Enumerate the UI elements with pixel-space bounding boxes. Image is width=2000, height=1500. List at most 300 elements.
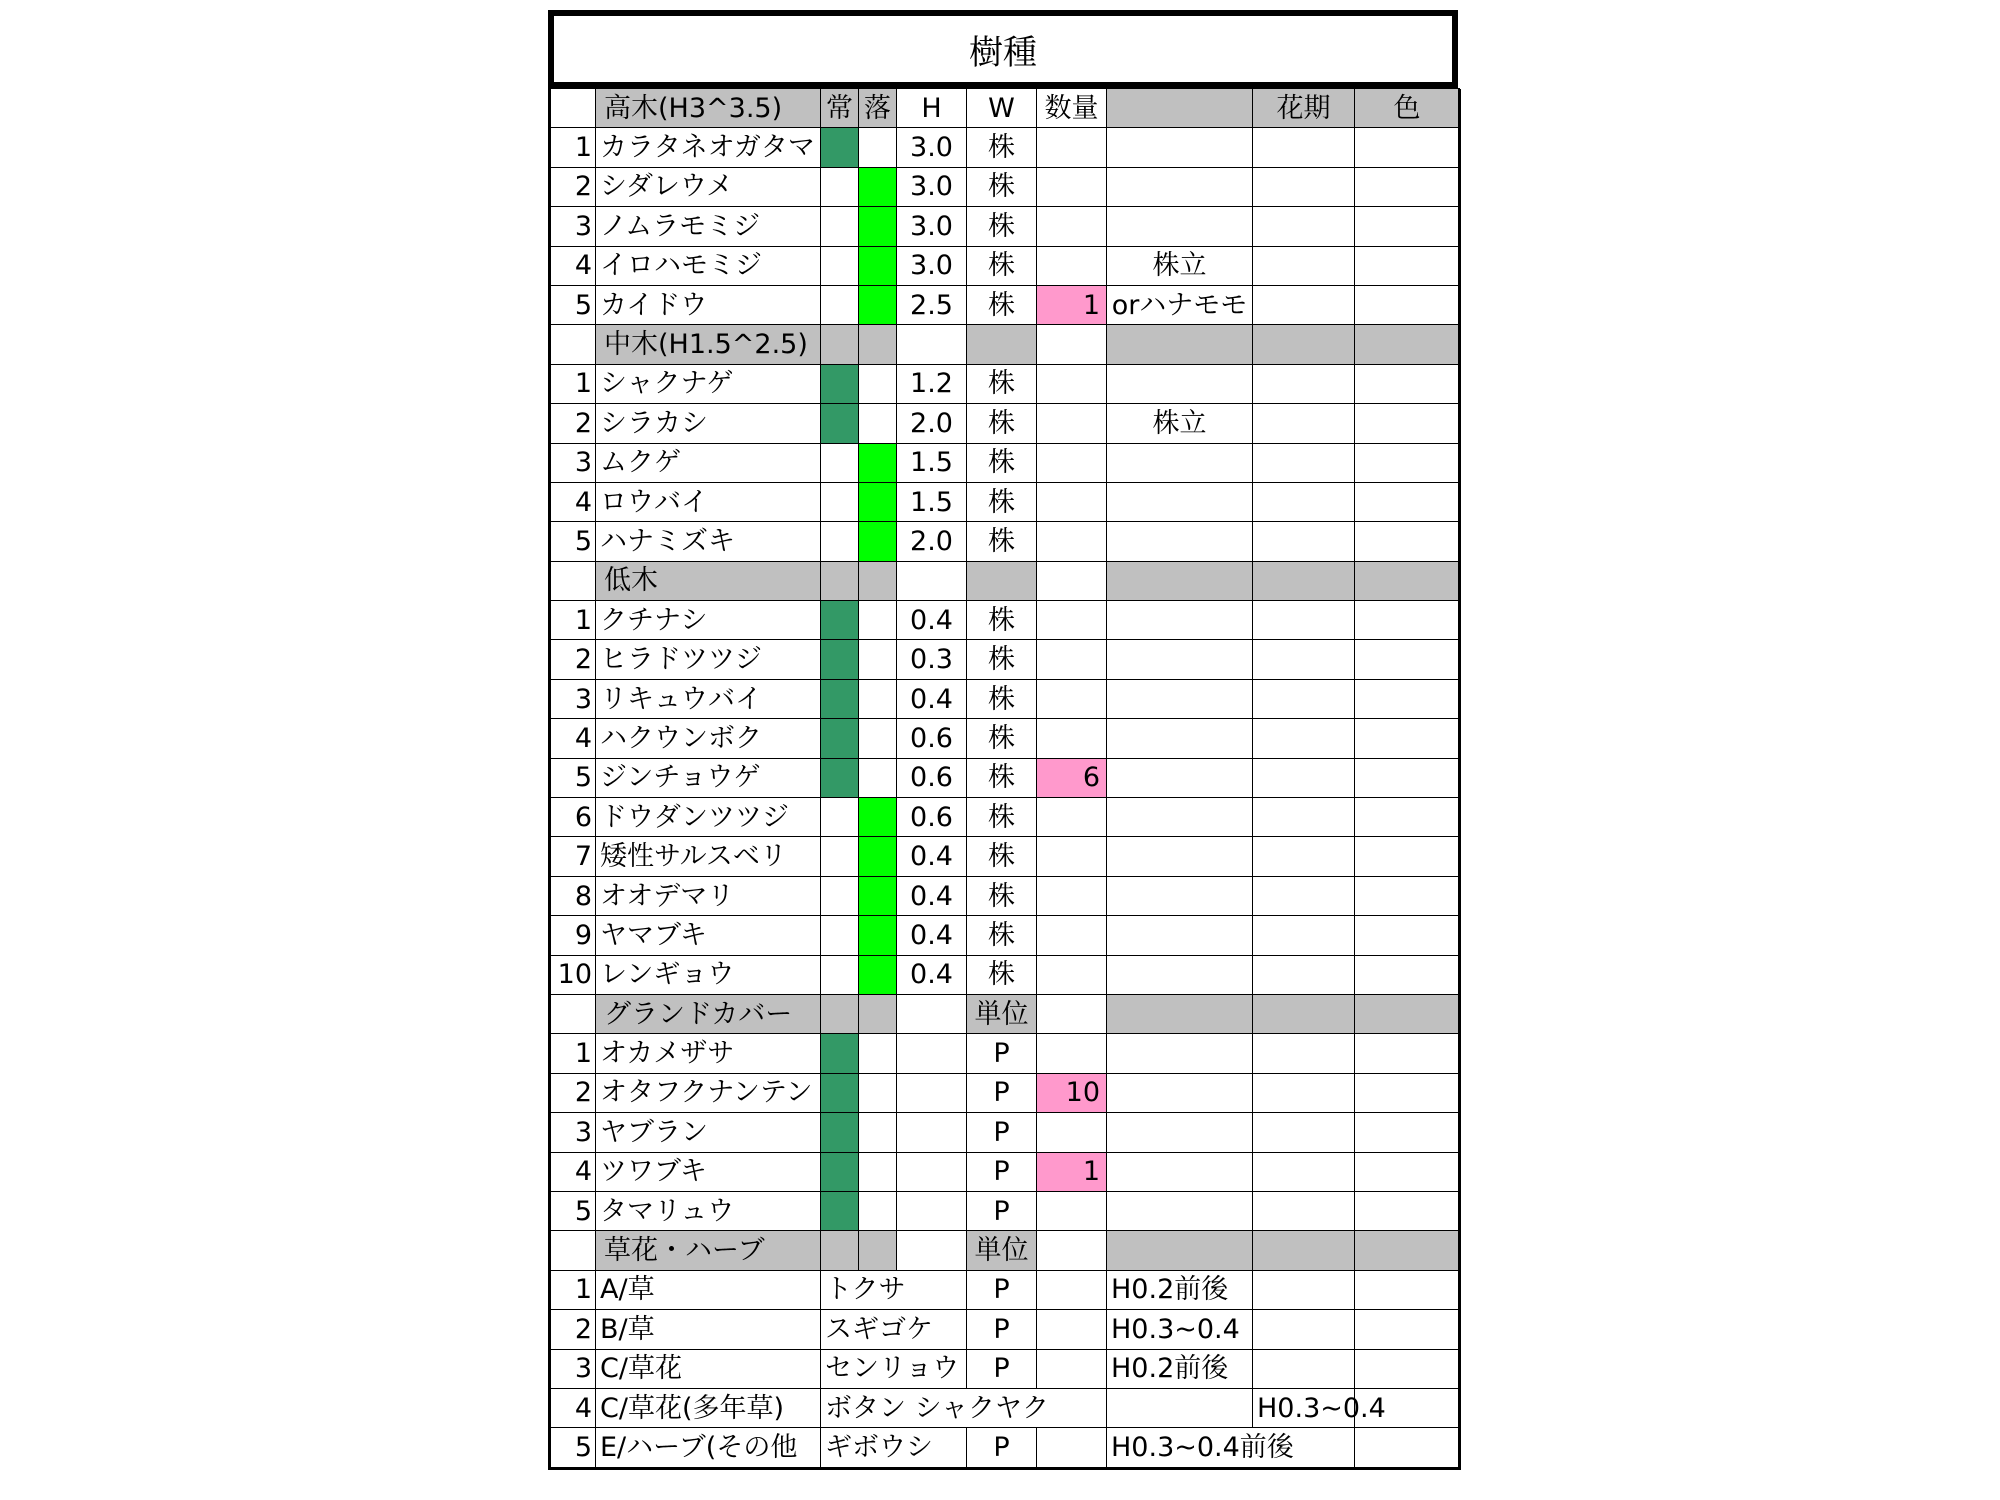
row-number: 6 <box>550 798 596 837</box>
bloom-value[interactable] <box>1253 798 1355 837</box>
plant-name: オタフクナンテン <box>596 1073 821 1112</box>
plant-name: カイドウ <box>596 285 821 324</box>
note-value <box>1107 1113 1253 1152</box>
header-color: 色 <box>1355 89 1460 128</box>
bloom-value[interactable] <box>1253 955 1355 994</box>
quantity-value[interactable]: 10 <box>1037 1073 1107 1112</box>
size-value: H0.3~0.4前後 <box>1107 1428 1355 1468</box>
color-value[interactable] <box>1355 1310 1460 1349</box>
bloom-value[interactable] <box>1253 1113 1355 1152</box>
note-value <box>1107 1034 1253 1073</box>
color-value[interactable] <box>1355 837 1460 876</box>
row-number: 4 <box>550 482 596 521</box>
row-number: 4 <box>550 246 596 285</box>
section-unit: 単位 <box>967 994 1037 1033</box>
quantity-value[interactable] <box>1037 167 1107 206</box>
evergreen-mark <box>821 1073 859 1112</box>
color-value[interactable] <box>1355 758 1460 797</box>
plant-name: ヤマブキ <box>596 916 821 955</box>
row-number: 2 <box>550 404 596 443</box>
section-evergreen <box>821 325 859 364</box>
bloom-value[interactable] <box>1253 128 1355 167</box>
bloom-value[interactable] <box>1253 1270 1355 1309</box>
quantity-value[interactable] <box>1037 443 1107 482</box>
width-value: 株 <box>967 246 1037 285</box>
row-number: 4 <box>550 1152 596 1191</box>
table-row <box>550 443 1460 482</box>
quantity-value[interactable] <box>1037 522 1107 561</box>
height-value: 0.3 <box>897 640 967 679</box>
header-w: W <box>967 89 1037 128</box>
row-number: 3 <box>550 1349 596 1388</box>
height-value: 1.5 <box>897 443 967 482</box>
color-value[interactable] <box>1355 955 1460 994</box>
bloom-value[interactable] <box>1253 207 1355 246</box>
evergreen-mark <box>821 640 859 679</box>
table-row <box>550 798 1460 837</box>
evergreen-mark <box>821 1113 859 1152</box>
section-title: 中木(H1.5^2.5) <box>596 325 821 364</box>
color-value[interactable] <box>1355 364 1460 403</box>
quantity-value[interactable] <box>1037 798 1107 837</box>
quantity-value[interactable] <box>1037 1113 1107 1152</box>
quantity-value[interactable] <box>1037 1310 1107 1349</box>
deciduous-mark <box>859 285 897 324</box>
deciduous-mark <box>859 482 897 521</box>
height-value: 3.0 <box>897 167 967 206</box>
height-value <box>897 1034 967 1073</box>
section-row-ground <box>550 994 1460 1033</box>
plant-name: 矮性サルスベリ <box>596 837 821 876</box>
table-row <box>550 955 1460 994</box>
quantity-value[interactable] <box>1037 640 1107 679</box>
quantity-value[interactable] <box>1037 1034 1107 1073</box>
bloom-value[interactable] <box>1253 1191 1355 1230</box>
plant-name: B/草 <box>596 1310 821 1349</box>
note-value <box>1107 207 1253 246</box>
bloom-value[interactable] <box>1253 837 1355 876</box>
plant-name: C/草花(多年草) <box>596 1388 821 1427</box>
evergreen-mark <box>821 601 859 640</box>
quantity-value[interactable] <box>1037 404 1107 443</box>
color-value[interactable] <box>1355 876 1460 915</box>
row-number: 2 <box>550 1073 596 1112</box>
evergreen-mark <box>821 364 859 403</box>
width-value: 株 <box>967 601 1037 640</box>
row-number: 5 <box>550 758 596 797</box>
height-value: 0.4 <box>897 955 967 994</box>
section-deciduous <box>859 325 897 364</box>
section-h <box>897 561 967 600</box>
header-no <box>550 89 596 128</box>
height-value: 0.6 <box>897 719 967 758</box>
plant-name: ロウバイ <box>596 482 821 521</box>
color-value[interactable] <box>1355 1113 1460 1152</box>
header-bloom: 花期 <box>1253 89 1355 128</box>
table-row <box>550 837 1460 876</box>
quantity-value[interactable] <box>1037 955 1107 994</box>
bloom-value[interactable] <box>1253 876 1355 915</box>
note-value <box>1107 679 1253 718</box>
note-value <box>1107 1073 1253 1112</box>
unit-value: P <box>967 1152 1037 1191</box>
bloom-value[interactable] <box>1253 482 1355 521</box>
quantity-value[interactable]: 1 <box>1037 285 1107 324</box>
section-unit: 単位 <box>967 1231 1037 1270</box>
evergreen-mark <box>821 837 859 876</box>
note-value <box>1107 640 1253 679</box>
section-evergreen <box>821 994 859 1033</box>
table-row <box>550 1034 1460 1073</box>
quantity-value[interactable] <box>1037 246 1107 285</box>
color-value[interactable] <box>1355 1349 1460 1388</box>
plant-name: シャクナゲ <box>596 364 821 403</box>
width-value: 株 <box>967 798 1037 837</box>
width-value: 株 <box>967 640 1037 679</box>
deciduous-mark <box>859 1034 897 1073</box>
section-color <box>1355 561 1460 600</box>
color-value[interactable] <box>1355 798 1460 837</box>
height-value <box>897 1152 967 1191</box>
height-value: 2.0 <box>897 404 967 443</box>
row-number: 5 <box>550 1428 596 1468</box>
bloom-value[interactable] <box>1253 719 1355 758</box>
deciduous-mark <box>859 1191 897 1230</box>
header-row <box>550 89 1460 128</box>
bloom-value[interactable] <box>1253 601 1355 640</box>
section-row-mid <box>550 325 1460 364</box>
section-bloom <box>1253 1231 1355 1270</box>
evergreen-mark <box>821 876 859 915</box>
section-color <box>1355 1231 1460 1270</box>
deciduous-mark <box>859 876 897 915</box>
plant-detail: ボタン シャクヤク <box>821 1388 1107 1427</box>
bloom-value[interactable] <box>1253 1310 1355 1349</box>
table-row <box>550 1349 1460 1388</box>
table-row <box>550 679 1460 718</box>
size-value: H0.2前後 <box>1107 1270 1253 1309</box>
table-row <box>550 1073 1460 1112</box>
color-value[interactable] <box>1355 916 1460 955</box>
deciduous-mark <box>859 443 897 482</box>
row-number: 1 <box>550 364 596 403</box>
section-qty <box>1037 561 1107 600</box>
height-value <box>897 1191 967 1230</box>
width-value: 株 <box>967 719 1037 758</box>
width-value: 株 <box>967 955 1037 994</box>
color-value[interactable] <box>1355 167 1460 206</box>
section-title: 草花・ハーブ <box>596 1231 821 1270</box>
color-value[interactable] <box>1355 601 1460 640</box>
unit-value: P <box>967 1113 1037 1152</box>
table-row <box>550 1310 1460 1349</box>
quantity-value[interactable] <box>1037 719 1107 758</box>
height-value: 1.2 <box>897 364 967 403</box>
plant-name: オオデマリ <box>596 876 821 915</box>
width-value: 株 <box>967 876 1037 915</box>
row-number: 1 <box>550 1270 596 1309</box>
bloom-value[interactable] <box>1253 1349 1355 1388</box>
quantity-value[interactable] <box>1037 207 1107 246</box>
note-value <box>1107 916 1253 955</box>
table-row <box>550 364 1460 403</box>
section-deciduous <box>859 1231 897 1270</box>
color-value[interactable] <box>1355 404 1460 443</box>
quantity-value[interactable] <box>1037 128 1107 167</box>
deciduous-mark <box>859 758 897 797</box>
bloom-value[interactable] <box>1253 1152 1355 1191</box>
width-value: 株 <box>967 207 1037 246</box>
bloom-value[interactable] <box>1253 679 1355 718</box>
plant-name: ハナミズキ <box>596 522 821 561</box>
height-value: 0.4 <box>897 601 967 640</box>
header-note <box>1107 89 1253 128</box>
table-row <box>550 719 1460 758</box>
quantity-value[interactable] <box>1037 1191 1107 1230</box>
bloom-value[interactable] <box>1253 443 1355 482</box>
bloom-value[interactable] <box>1253 285 1355 324</box>
quantity-value[interactable] <box>1037 364 1107 403</box>
note-value <box>1107 876 1253 915</box>
evergreen-mark <box>821 798 859 837</box>
bloom-value[interactable] <box>1253 167 1355 206</box>
width-value: 株 <box>967 837 1037 876</box>
section-qty <box>1037 1231 1107 1270</box>
plant-detail: トクサ <box>821 1270 967 1309</box>
deciduous-mark <box>859 837 897 876</box>
quantity-value[interactable] <box>1037 482 1107 521</box>
table-row <box>550 916 1460 955</box>
note-value: orハナモモ <box>1107 285 1253 324</box>
row-number: 5 <box>550 1191 596 1230</box>
evergreen-mark <box>821 207 859 246</box>
section-title: 低木 <box>596 561 821 600</box>
deciduous-mark <box>859 522 897 561</box>
color-value[interactable] <box>1355 1152 1460 1191</box>
note-value: 株立 <box>1107 404 1253 443</box>
section-note <box>1107 561 1253 600</box>
deciduous-mark <box>859 207 897 246</box>
evergreen-mark <box>821 719 859 758</box>
deciduous-mark <box>859 916 897 955</box>
evergreen-mark <box>821 916 859 955</box>
quantity-value[interactable] <box>1037 837 1107 876</box>
plant-name: A/草 <box>596 1270 821 1309</box>
bloom-value[interactable] <box>1253 1073 1355 1112</box>
bloom-value[interactable] <box>1253 758 1355 797</box>
plant-detail: ギボウシ <box>821 1428 967 1468</box>
evergreen-mark <box>821 443 859 482</box>
note-value: 株立 <box>1107 246 1253 285</box>
quantity-value[interactable]: 6 <box>1037 758 1107 797</box>
plant-name: クチナシ <box>596 601 821 640</box>
deciduous-mark <box>859 246 897 285</box>
plant-name: シラカシ <box>596 404 821 443</box>
note-value <box>1107 522 1253 561</box>
plant-name: リキュウバイ <box>596 679 821 718</box>
table-row <box>550 758 1460 797</box>
table-row <box>550 1191 1460 1230</box>
note-value <box>1107 837 1253 876</box>
section-note <box>1107 325 1253 364</box>
color-value[interactable] <box>1355 128 1460 167</box>
evergreen-mark <box>821 482 859 521</box>
note-value <box>1107 167 1253 206</box>
height-value <box>897 1113 967 1152</box>
quantity-value[interactable] <box>1037 1270 1107 1309</box>
color-value[interactable] <box>1355 1428 1460 1468</box>
table-row <box>550 404 1460 443</box>
note-value <box>1107 364 1253 403</box>
color-value[interactable] <box>1355 1073 1460 1112</box>
quantity-value[interactable]: 1 <box>1037 1152 1107 1191</box>
color-value[interactable] <box>1355 1191 1460 1230</box>
plant-name: ノムラモミジ <box>596 207 821 246</box>
table-row <box>550 1270 1460 1309</box>
evergreen-mark <box>821 404 859 443</box>
row-number: 1 <box>550 601 596 640</box>
table-row <box>550 482 1460 521</box>
header-section-tall: 高木(H3^3.5) <box>596 89 821 128</box>
quantity-value[interactable] <box>1037 1428 1107 1468</box>
table-row <box>550 167 1460 206</box>
evergreen-mark <box>821 955 859 994</box>
table-row <box>550 522 1460 561</box>
color-value[interactable] <box>1355 1270 1460 1309</box>
plant-name: シダレウメ <box>596 167 821 206</box>
section-note <box>1107 994 1253 1033</box>
section-h <box>897 325 967 364</box>
section-h <box>897 1231 967 1270</box>
plant-name: カラタネオガタマ <box>596 128 821 167</box>
width-value: 株 <box>967 679 1037 718</box>
deciduous-mark <box>859 679 897 718</box>
width-value: 株 <box>967 522 1037 561</box>
section-row-low <box>550 561 1460 600</box>
height-value: 3.0 <box>897 128 967 167</box>
header-deciduous: 落 <box>859 89 897 128</box>
note-value <box>1107 1152 1253 1191</box>
height-value: 1.5 <box>897 482 967 521</box>
height-value: 3.0 <box>897 246 967 285</box>
section-row-herb <box>550 1231 1460 1270</box>
color-value[interactable] <box>1355 482 1460 521</box>
unit-value: P <box>967 1428 1037 1468</box>
evergreen-mark <box>821 522 859 561</box>
section-bloom <box>1253 561 1355 600</box>
plant-name: C/草花 <box>596 1349 821 1388</box>
row-number: 8 <box>550 876 596 915</box>
row-number: 2 <box>550 167 596 206</box>
bloom-value[interactable] <box>1253 1034 1355 1073</box>
evergreen-mark <box>821 128 859 167</box>
color-value[interactable] <box>1355 443 1460 482</box>
table-row <box>550 1428 1460 1468</box>
section-color <box>1355 994 1460 1033</box>
header-qty: 数量 <box>1037 89 1107 128</box>
note-value <box>1107 955 1253 994</box>
title-box <box>548 10 1458 88</box>
evergreen-mark <box>821 246 859 285</box>
section-no <box>550 1231 596 1270</box>
color-value[interactable] <box>1355 522 1460 561</box>
color-value[interactable] <box>1355 207 1460 246</box>
bloom-value[interactable] <box>1253 364 1355 403</box>
quantity-value[interactable] <box>1037 876 1107 915</box>
size-value: H0.2前後 <box>1107 1349 1253 1388</box>
plant-name: ハクウンボク <box>596 719 821 758</box>
color-value[interactable] <box>1355 285 1460 324</box>
deciduous-mark <box>859 640 897 679</box>
bloom-value[interactable] <box>1253 246 1355 285</box>
note-value <box>1107 798 1253 837</box>
plant-name: レンギョウ <box>596 955 821 994</box>
deciduous-mark <box>859 1152 897 1191</box>
height-value: 0.6 <box>897 758 967 797</box>
section-no <box>550 561 596 600</box>
quantity-value[interactable] <box>1037 601 1107 640</box>
section-unit <box>967 325 1037 364</box>
row-number: 3 <box>550 443 596 482</box>
color-value[interactable] <box>1355 719 1460 758</box>
unit-value: P <box>967 1073 1037 1112</box>
bloom-value[interactable] <box>1253 916 1355 955</box>
height-value: 0.4 <box>897 916 967 955</box>
width-value: 株 <box>967 128 1037 167</box>
evergreen-mark <box>821 285 859 324</box>
quantity-value[interactable] <box>1037 916 1107 955</box>
plant-detail: センリョウ <box>821 1349 967 1388</box>
note-value <box>1107 601 1253 640</box>
color-value[interactable] <box>1355 246 1460 285</box>
evergreen-mark <box>821 167 859 206</box>
height-value: 2.0 <box>897 522 967 561</box>
section-evergreen <box>821 1231 859 1270</box>
section-bloom <box>1253 994 1355 1033</box>
section-deciduous <box>859 561 897 600</box>
size-value: H0.3~0.4 <box>1253 1388 1355 1427</box>
header-h: H <box>897 89 967 128</box>
section-deciduous <box>859 994 897 1033</box>
deciduous-mark <box>859 364 897 403</box>
height-value: 0.4 <box>897 679 967 718</box>
plant-name: ドウダンツツジ <box>596 798 821 837</box>
row-number: 2 <box>550 640 596 679</box>
quantity-value[interactable] <box>1107 1388 1253 1427</box>
section-h <box>897 994 967 1033</box>
table-row <box>550 1113 1460 1152</box>
color-value[interactable] <box>1355 640 1460 679</box>
evergreen-mark <box>821 679 859 718</box>
note-value <box>1107 443 1253 482</box>
unit-value: P <box>967 1310 1037 1349</box>
bloom-value[interactable] <box>1253 640 1355 679</box>
unit-value: P <box>967 1270 1037 1309</box>
bloom-value[interactable] <box>1253 522 1355 561</box>
color-value[interactable] <box>1355 679 1460 718</box>
table-row <box>550 207 1460 246</box>
table-row <box>550 285 1460 324</box>
section-evergreen <box>821 561 859 600</box>
row-number: 5 <box>550 522 596 561</box>
color-value[interactable] <box>1355 1034 1460 1073</box>
quantity-value[interactable] <box>1037 1349 1107 1388</box>
row-number: 5 <box>550 285 596 324</box>
bloom-value[interactable] <box>1253 404 1355 443</box>
quantity-value[interactable] <box>1037 679 1107 718</box>
row-number: 9 <box>550 916 596 955</box>
width-value: 株 <box>967 758 1037 797</box>
